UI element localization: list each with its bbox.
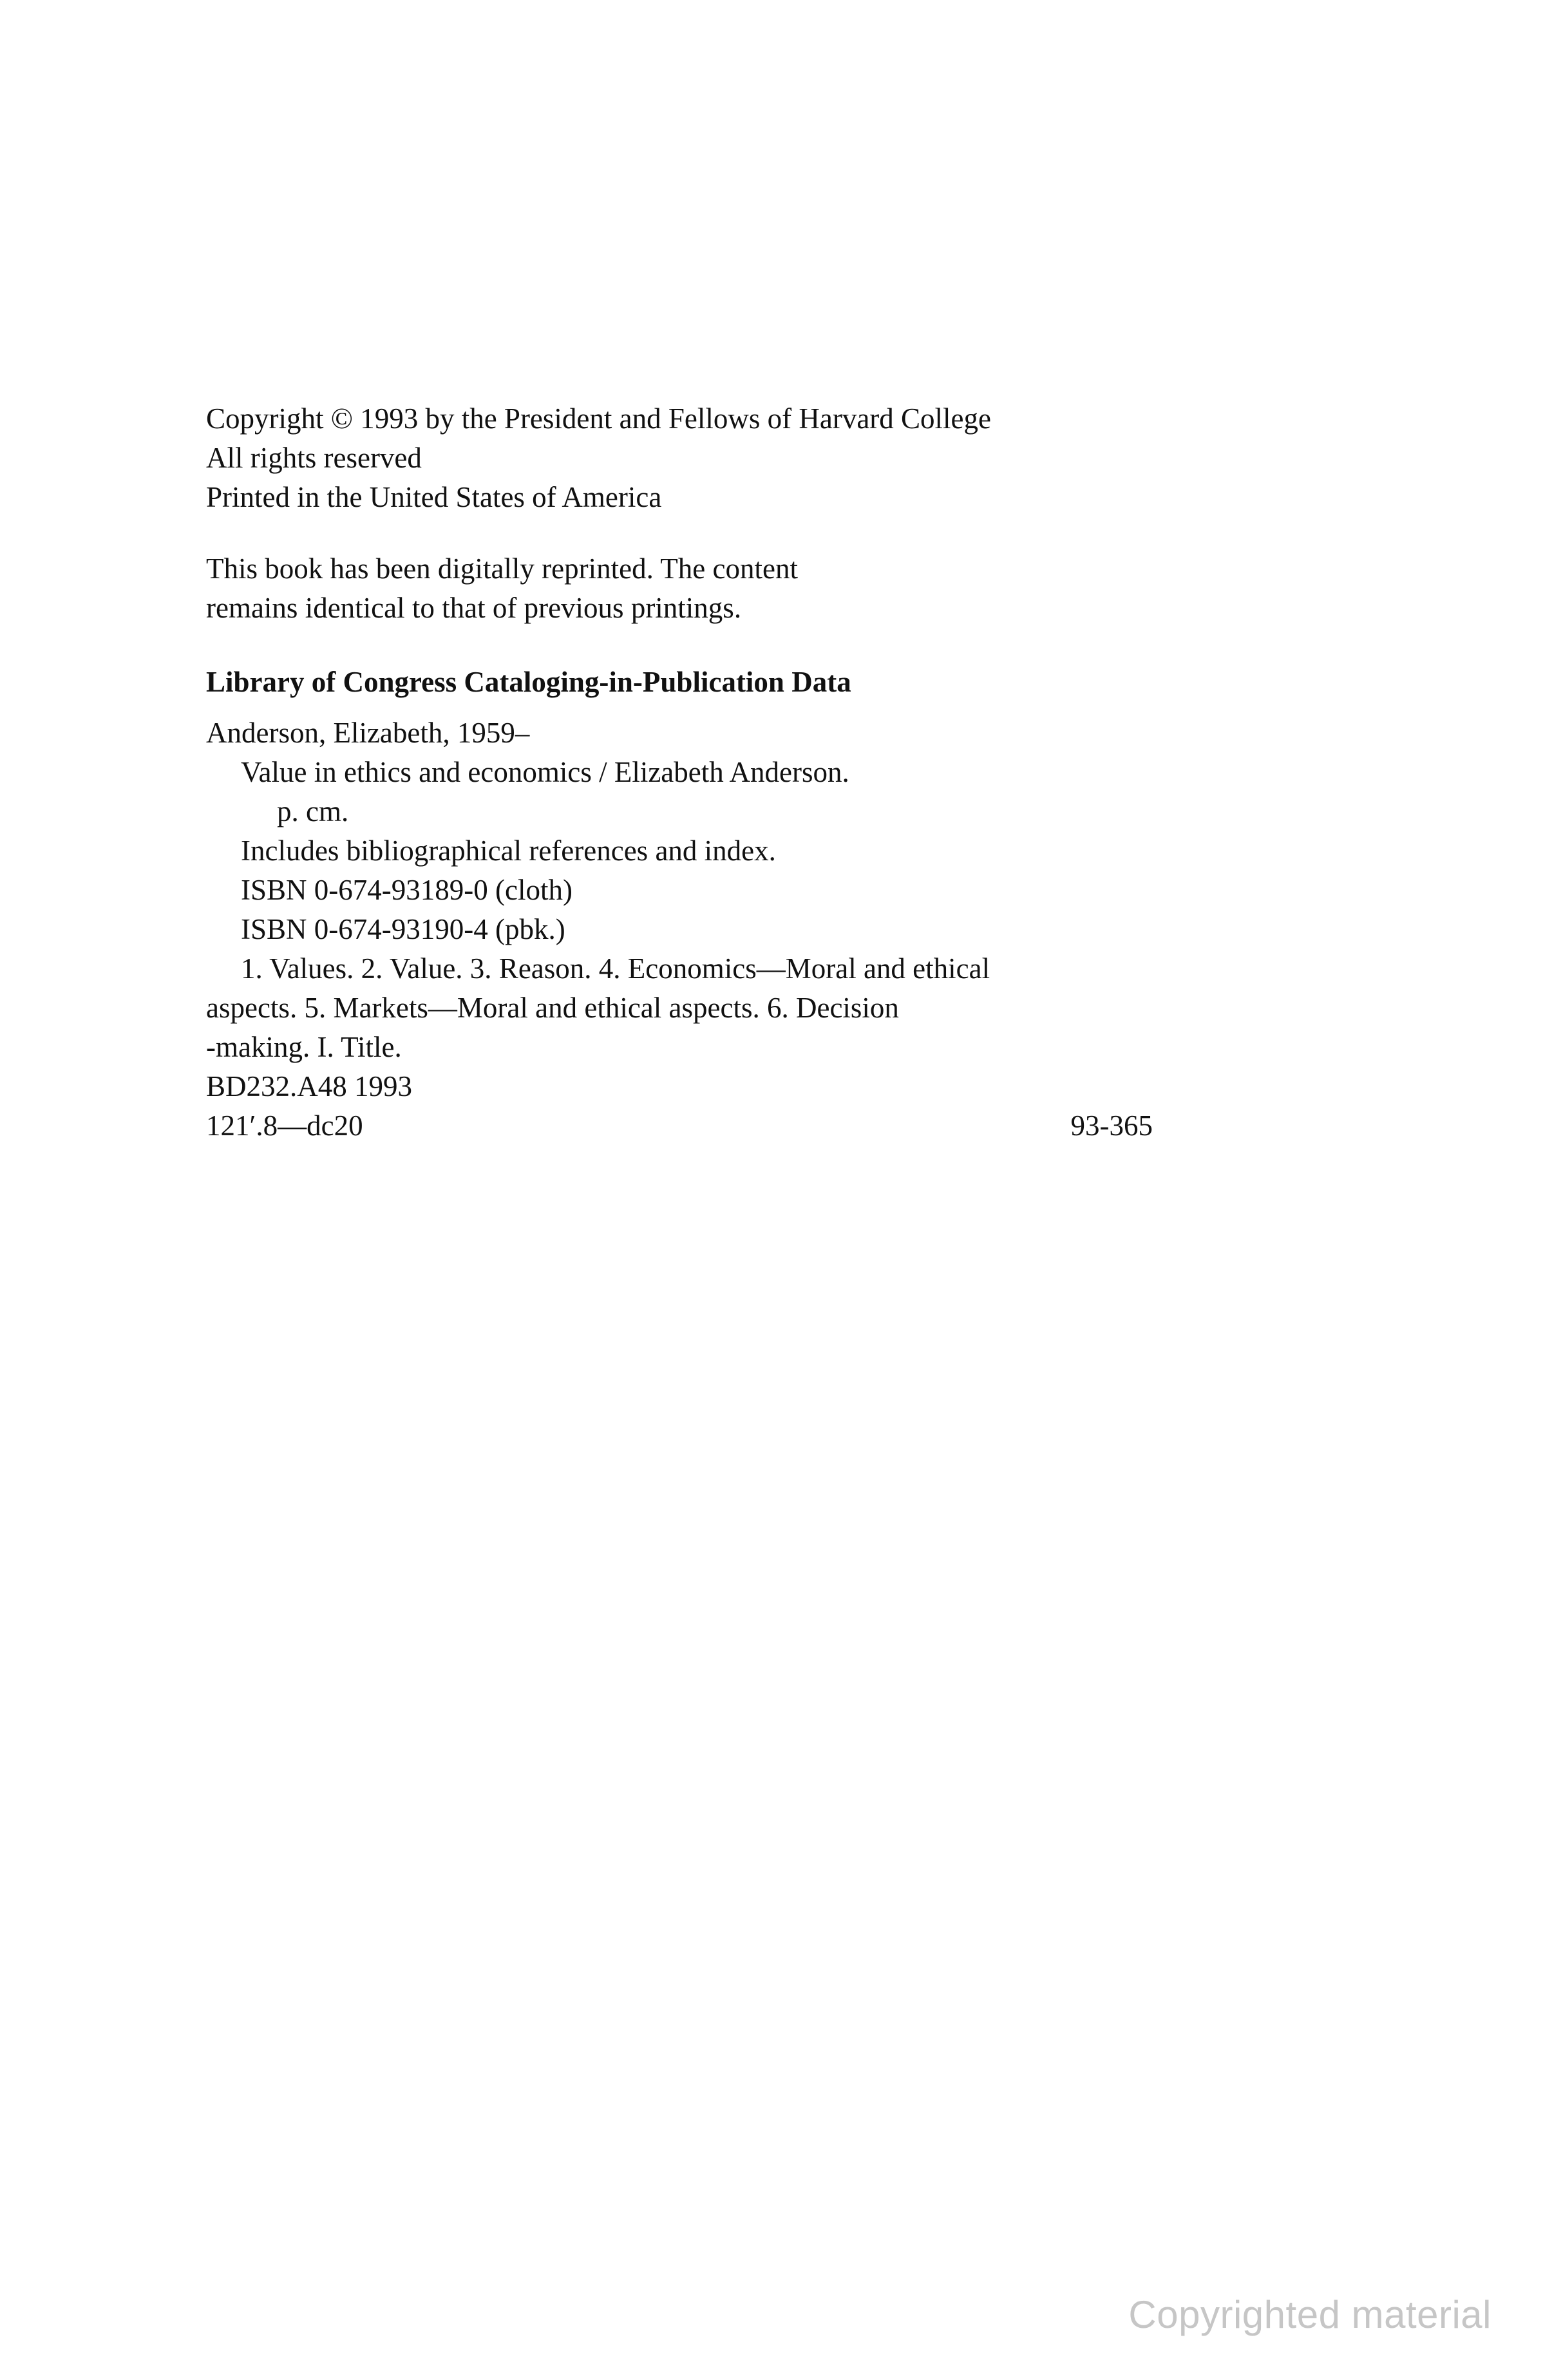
cip-pages: p. cm. bbox=[277, 795, 349, 827]
cip-isbn-cloth: ISBN 0-674-93189-0 (cloth) bbox=[241, 874, 573, 906]
cip-heading: Library of Congress Cataloging-in-Publication Data bbox=[206, 666, 851, 698]
cip-subjects: aspects. 5. Markets—Moral and ethical aspects. 6. Decision bbox=[206, 992, 899, 1024]
cip-notes: Includes bibliographical references and index. bbox=[241, 835, 776, 867]
cip-lc-class: BD232.A48 1993 bbox=[206, 1070, 413, 1102]
copyright-line: Copyright © 1993 by the President and Fellows of Harvard College bbox=[206, 402, 991, 435]
cip-dewey: 121′.8—dc20 bbox=[206, 1110, 363, 1142]
cip-title: Value in ethics and economics / Elizabeth Anderson. bbox=[241, 756, 849, 788]
printed-in-line: Printed in the United States of America bbox=[206, 481, 662, 513]
reprint-note-line: remains identical to that of previous printings. bbox=[206, 592, 742, 624]
cip-subjects: 1. Values. 2. Value. 3. Reason. 4. Economics—Moral and ethical bbox=[241, 952, 990, 985]
cip-isbn-pbk: ISBN 0-674-93190-4 (pbk.) bbox=[241, 913, 565, 945]
cip-author: Anderson, Elizabeth, 1959– bbox=[206, 717, 530, 749]
cip-block bbox=[206, 663, 1159, 1146]
rights-line: All rights reserved bbox=[206, 442, 422, 474]
copyright-watermark: Copyrighted material bbox=[1128, 2293, 1491, 2336]
reprint-note bbox=[206, 549, 1159, 628]
reprint-note-line: This book has been digitally reprinted. The content bbox=[206, 552, 798, 585]
cip-dewey-row bbox=[206, 1106, 1153, 1146]
copyright-page-text bbox=[206, 399, 1159, 1146]
cip-subjects: -making. I. Title. bbox=[206, 1031, 402, 1063]
cip-lccn: 93-365 bbox=[1070, 1110, 1153, 1142]
